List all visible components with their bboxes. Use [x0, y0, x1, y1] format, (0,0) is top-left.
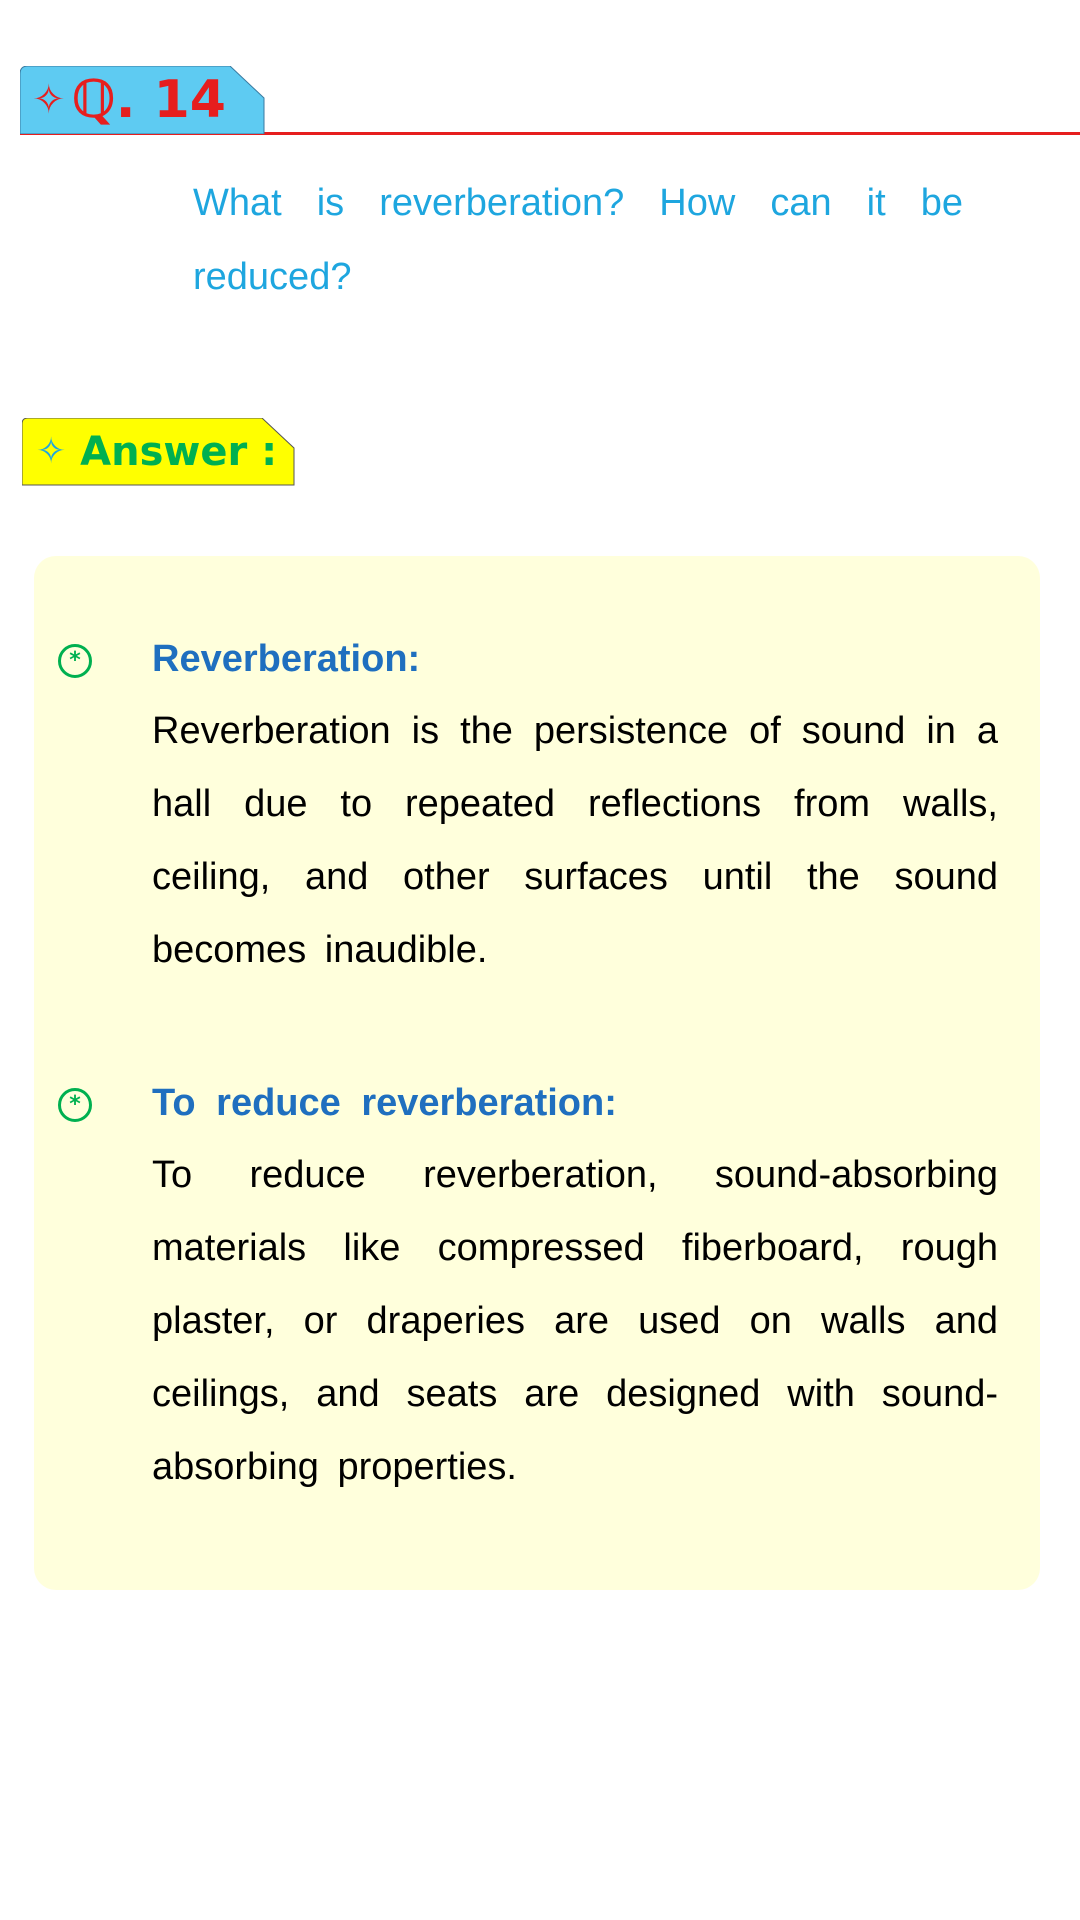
bullet-icon: *: [58, 644, 92, 678]
question-number-tab: [20, 66, 265, 134]
section-body: Reverberation is the persistence of sound in a hall due to repeated reflections from walls, ceiling, and other surfaces until the sound becomes inaudible.: [152, 710, 998, 971]
section-body: To reduce reverberation, sound-absorbing materials like compressed fiberboard, rough plaster, or draperies are used on walls and ceilings, and seats are designed with sound-absorbing properties.: [152, 1154, 998, 1488]
star-icon: ✧: [36, 431, 67, 472]
bullet-icon: *: [58, 1088, 92, 1122]
answer-label-tab: [22, 418, 295, 486]
answer-label: Answer :: [80, 429, 278, 475]
answer-box: [34, 556, 1040, 1590]
question-text: What is reverberation? How can it be reduced?: [193, 182, 963, 298]
question-number: ℚ. 14: [71, 70, 226, 130]
section-heading: Reverberation:: [152, 638, 421, 680]
section-heading: To reduce reverberation:: [152, 1082, 617, 1124]
star-icon: ✧: [32, 77, 66, 123]
